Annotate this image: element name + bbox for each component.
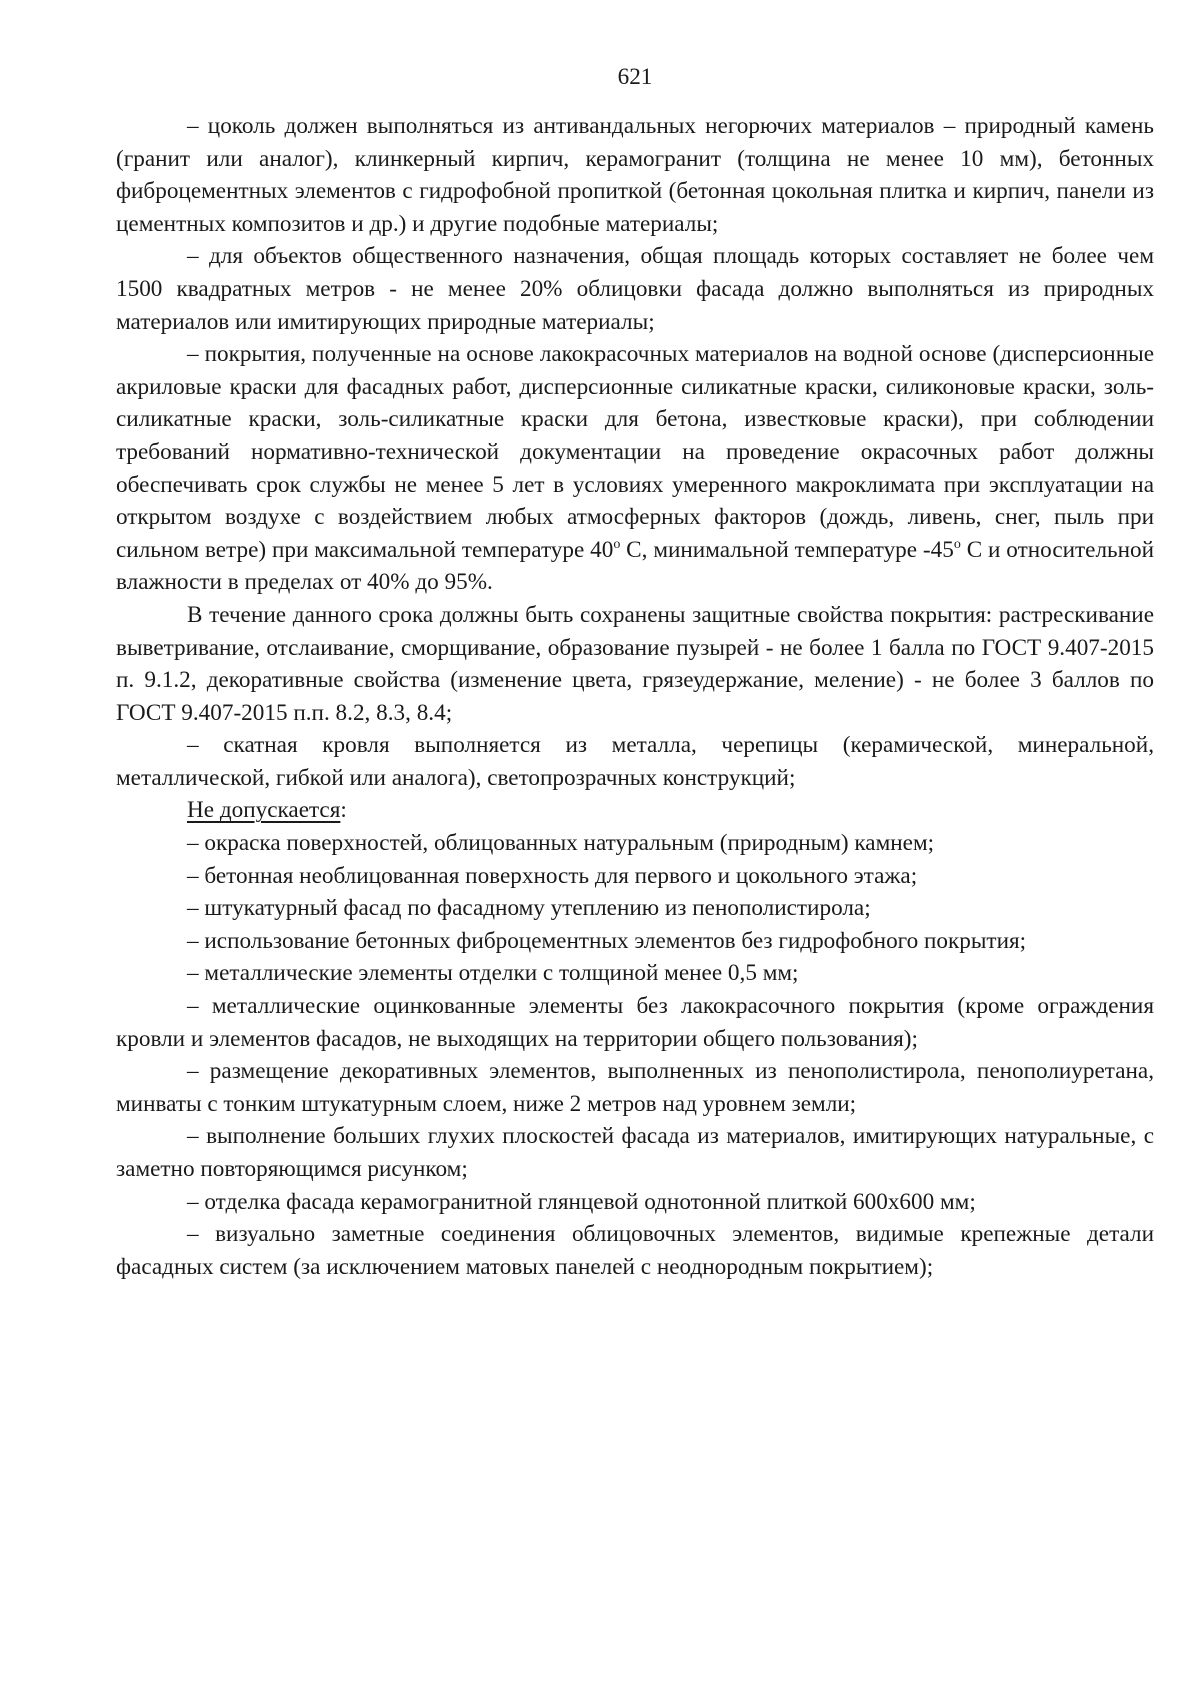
paragraph-coatings — [116, 338, 1154, 599]
page-number: 621 — [617, 64, 653, 90]
coatings-text-1: – покрытия, полученные на основе лакокрасочных материалов на водной основе (дисперсионные акриловые краски для фасадных работ, дисперсионные силикатные краски, силиконовые краски, золь-силикатные краски, золь-силикатные краски для бетона, известковые краски), при соблюдении требований нормативно-технической документации на проведение окрасочных работ должны обеспечивать срок службы не менее 5 лет в условиях умеренного макроклимата при эксплуатации на открытом воздухе с воздействием любых атмосферных факторов (дождь, ливень, снег, пыль при сильном ветре) при максимальной температуре 40 — [116, 341, 1154, 563]
paragraph-plinth: – цоколь должен выполняться из антивандальных негорючих материалов – природный камень (гранит или аналог), клинкерный кирпич, керамогранит (толщина не менее 10 мм), бетонных фиброцементных элементов с гидрофобной пропиткой (бетонная цокольная плитка и кирпич, панели из цементных композитов и др.) и другие подобные материалы; — [116, 113, 1154, 237]
paragraph-pitched-roof: – скатная кровля выполняется из металла, черепицы (керамической, минеральной, металлической, гибкой или аналога), светопрозрачных конструкций; — [116, 732, 1154, 791]
heading-colon: : — [340, 797, 347, 824]
prohibited-item: – использование бетонных фиброцементных элементов без гидрофобного покрытия; — [187, 927, 1027, 954]
prohibited-item: – выполнение больших глухих плоскостей фасада из материалов, имитирующих натуральные, с заметно повторяющимся рисунком; — [116, 1123, 1154, 1182]
degree-superscript: о — [953, 536, 961, 552]
prohibited-item: – окраска поверхностей, облицованных натуральным (природным) камнем; — [187, 830, 935, 857]
prohibited-heading-text: Не допускается — [187, 797, 341, 824]
prohibited-item: – отделка фасада керамогранитной глянцевой однотонной плиткой 600х600 мм; — [187, 1188, 976, 1215]
prohibited-heading — [116, 794, 1154, 827]
prohibited-item: – металлические элементы отделки с толщиной менее 0,5 мм; — [187, 960, 799, 987]
prohibited-item: – металлические оцинкованные элементы без лакокрасочного покрытия (кроме ограждения кровли и элементов фасадов, не выходящих на территории общего пользования); — [116, 993, 1154, 1052]
prohibited-item: – штукатурный фасад по фасадному утеплению из пенополистирола; — [187, 895, 871, 922]
document-page — [116, 62, 1154, 1283]
coatings-text-2: С, минимальной температуре -45 — [620, 536, 954, 563]
paragraph-public-buildings: – для объектов общественного назначения, общая площадь которых составляет не более чем 1500 квадратных метров - не менее 20% облицовки фасада должно выполняться из природных материалов или имитирующих природные материалы; — [116, 243, 1154, 335]
prohibited-item: – визуально заметные соединения облицовочных элементов, видимые крепежные детали фасадных систем (за исключением матовых панелей с неоднородным покрытием); — [116, 1221, 1154, 1280]
degree-superscript: о — [613, 536, 621, 552]
paragraph-protective-properties: В течение данного срока должны быть сохранены защитные свойства покрытия: растрескивание выветривание, отслаивание, сморщивание, образование пузырей - не более 1 балла по ГОСТ 9.407-2015 п. 9.1.2, декоративные свойства (изменение цвета, грязеудержание, меление) - не более 3 баллов по ГОСТ 9.407-2015 п.п. 8.2, 8.3, 8.4; — [116, 601, 1154, 726]
coatings-text-3: С и относительной влажности в пределах от 40% до 95%. — [116, 536, 1154, 596]
prohibited-item: – бетонная необлицованная поверхность для первого и цокольного этажа; — [187, 862, 918, 889]
prohibited-item: – размещение декоративных элементов, выполненных из пенополистирола, пенополиуретана, минваты с тонким штукатурным слоем, ниже 2 метров над уровнем земли; — [116, 1058, 1154, 1117]
